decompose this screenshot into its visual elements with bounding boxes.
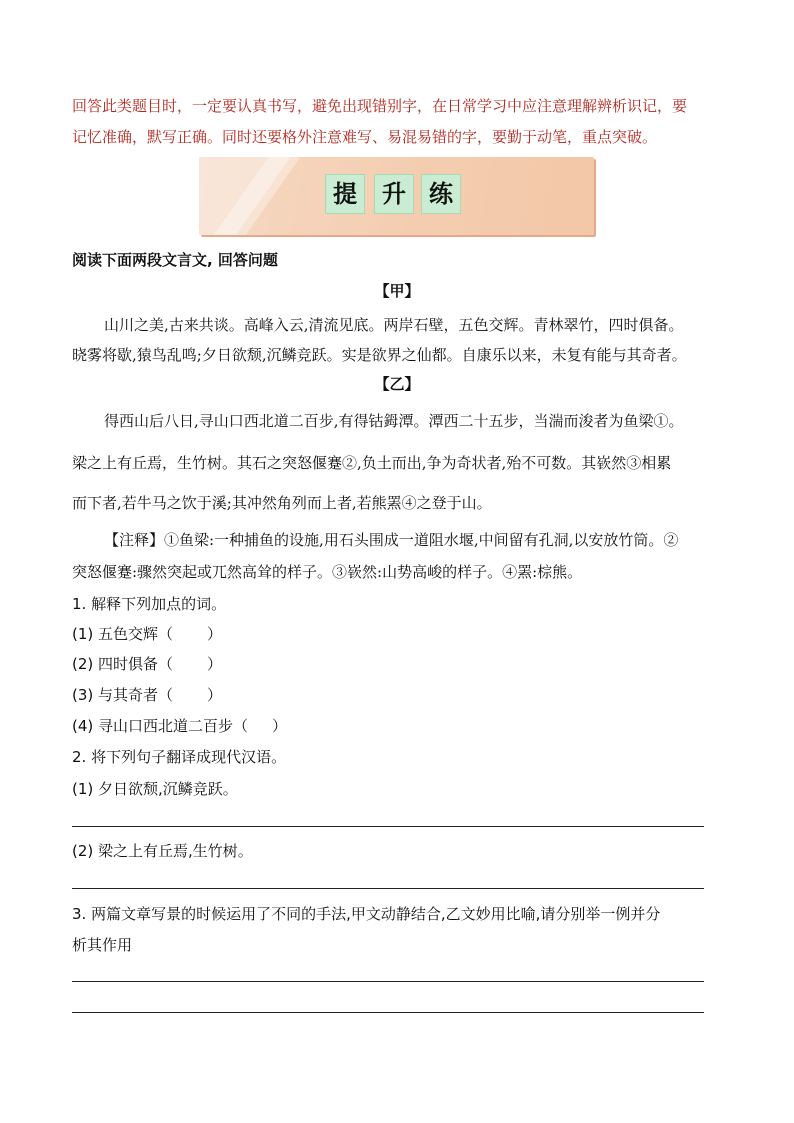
passage-b-line-2: 梁之上有丘焉，生竹树。其石之突怒偃蹇②,负土而出,争为奇状者,殆不可数。其嵚然③相累 (72, 454, 672, 472)
intro-line-1: 回答此类题目时，一定要认真书写，避免出现错别字，在日常学习中应注意理解辨析识记，要 (72, 97, 688, 115)
q1-item-1: (1) 五色交辉（ ） (72, 625, 223, 643)
passage-a-heading: 【甲】 (374, 282, 420, 300)
passage-b-line-3: 而下者,若牛马之饮于溪;其冲然角列而上者,若熊罴④之登于山。 (72, 494, 492, 512)
q1-item-3: (3) 与其奇者（ ） (72, 686, 223, 704)
q2-item-2: (2) 梁之上有丘焉,生竹树。 (72, 842, 253, 860)
section-banner (199, 157, 594, 235)
intro-line-2: 记忆准确，默写正确。同时还要格外注意难写、易混易错的字，要勤于动笔，重点突破。 (72, 128, 658, 146)
question-2: 2. 将下列句子翻译成现代汉语。 (72, 748, 287, 766)
answer-line-1[interactable] (72, 826, 704, 827)
banner-char-3: 练 (421, 174, 461, 214)
banner-char-2: 升 (374, 174, 414, 214)
q2-item-1: (1) 夕日欲颓,沉鳞竞跃。 (72, 780, 238, 798)
question-3-line-1: 3. 两篇文章写景的时候运用了不同的手法,甲文动静结合,乙文妙用比喻,请分别举一例并分 (72, 905, 661, 923)
passage-a-line-1: 山川之美,古来共谈。高峰入云,清流见底。两岸石壁，五色交辉。青林翠竹，四时俱备。 (104, 316, 684, 334)
notes-line-2: 突怒偃蹇:骤然突起或兀然高耸的样子。③嵚然:山势高峻的样子。④罴:棕熊。 (72, 563, 583, 581)
answer-line-3[interactable] (72, 981, 704, 982)
banner-char-1: 提 (325, 174, 365, 214)
instruction: 阅读下面两段文言文, 回答问题 (72, 251, 278, 269)
notes-line-1: 【注释】①鱼梁:一种捕鱼的设施,用石头围成一道阻水堰,中间留有孔洞,以安放竹筒。② (104, 531, 679, 549)
question-3-line-2: 析其作用 (72, 936, 133, 954)
question-1: 1. 解释下列加点的词。 (72, 595, 227, 613)
passage-b-heading: 【乙】 (374, 375, 420, 393)
answer-line-4[interactable] (72, 1012, 704, 1013)
q1-item-2: (2) 四时俱备（ ） (72, 655, 223, 673)
answer-line-2[interactable] (72, 888, 704, 889)
q1-item-4: (4) 寻山口西北道二百步（ ） (72, 717, 288, 735)
passage-b-line-1: 得西山后八日,寻山口西北道二百步,有得钴鉧潭。潭西二十五步，当湍而浚者为鱼梁①。 (104, 412, 684, 430)
passage-a-line-2: 晓雾将歇,猿鸟乱鸣;夕日欲颓,沉鳞竞跃。实是欲界之仙都。自康乐以来，未复有能与其奇者。 (72, 346, 687, 364)
